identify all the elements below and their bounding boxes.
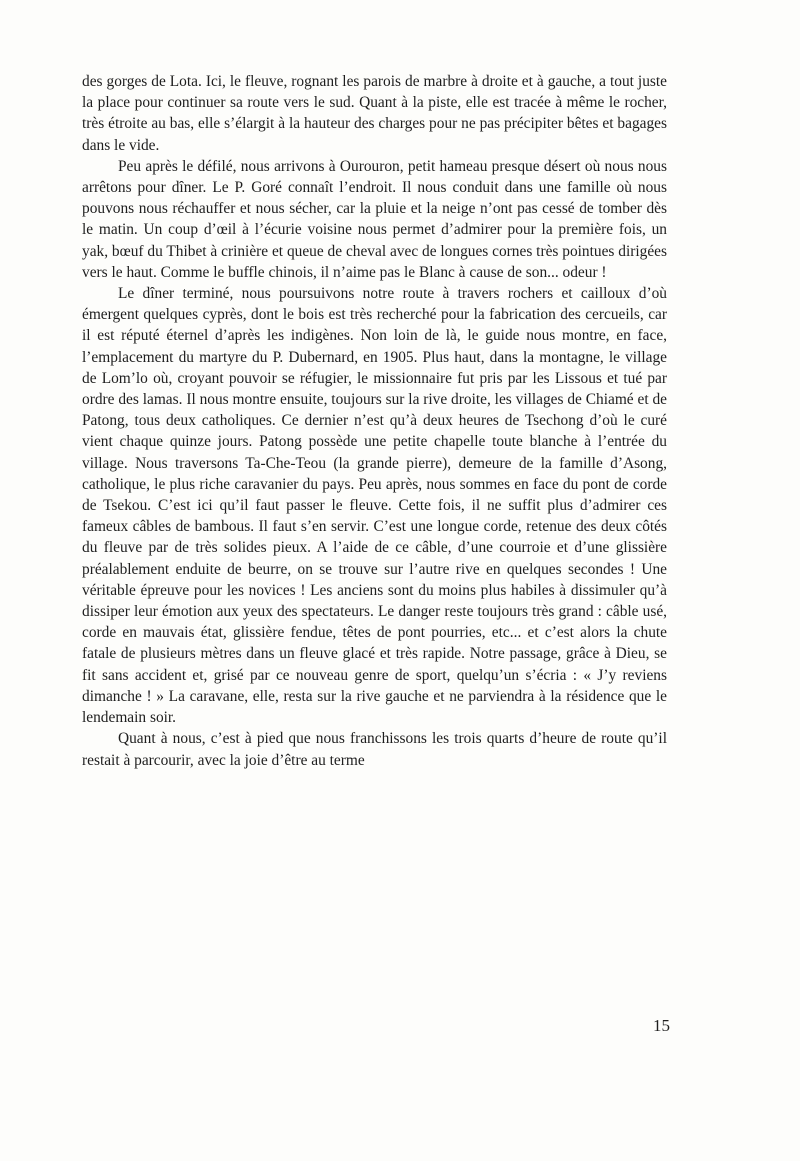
body-text (82, 71, 667, 771)
paragraph-ourouron: Peu après le défilé, nous arrivons à Ourouron, petit hameau presque désert où nous nous arrêtons pour dîner. Le P. Goré connaît l’endroit. Il nous conduit dans une famille où nous pouvons nous réchauffer et nous sécher, car la pluie et la neige n’ont pas cessé de tomber dès le matin. Un coup d’œil à l’écurie voisine nous permet d’admirer pour la première fois, un yak, bœuf du Thibet à crinière et queue de cheval avec de longues cornes très pointues dirigées vers le haut. Comme le buffle chinois, il n’aime pas le Blanc à cause de son... odeur ! (82, 157, 667, 281)
page-number: 15 (653, 1016, 670, 1035)
paragraph-pont-de-corde: Le dîner terminé, nous poursuivons notre route à travers rochers et cailloux d’où émergent quelques cyprès, dont le bois est très recherché pour la fabrication des cercueils, car il est réputé éternel d’après les indigènes. Non loin de là, le guide nous montre, en face, l’emplacement du martyre du P. Dubernard, en 1905. Plus haut, dans la montagne, le village de Lom’lo où, croyant pouvoir se réfugier, le missionnaire fut pris par les Lissous et tué par ordre des lamas. Il nous montre ensuite, toujours sur la rive droite, les villages de Chiamé et de Patong, tous deux catholiques. Ce dernier n’est qu’à deux heures de Tsechong d’où le curé vient chaque quinze jours. Patong possède une petite chapelle toute blanche à l’entrée du village. Nous traversons Ta-Che-Teou (la grande pierre), demeure de la famille d’Asong, catholique, le plus riche caravanier du pays. Peu après, nous sommes en face du pont de corde de Tsekou. C’est ici qu’il faut passer le fleuve. Cette fois, il ne suffit plus d’admirer ces fameux câbles de bambous. Il faut s’en servir. C’est une longue corde, retenue des deux côtés du fleuve par de très solides pieux. A l’aide de ce câble, d’une courroie et d’une glissière préalablement enduite de beurre, on se trouve sur l’autre rive en quelques secondes ! Une véritable épreuve pour les novices ! Les anciens sont du moins plus habiles à dissimuler qu’à dissiper leur émotion aux yeux des spectateurs. Le danger reste toujours très grand : câble usé, corde en mauvais état, glissière fendue, têtes de pont pourries, etc... et c’est alors la chute fatale de plusieurs mètres dans un fleuve glacé et très rapide. Notre passage, grâce à Dieu, se fit sans accident et, grisé par ce nouveau genre de sport, quelqu’un s’écria : « J’y reviens dimanche ! » La caravane, elle, resta sur la rive gauche et ne parviendra à la résidence que le lendemain soir. (82, 285, 667, 727)
paragraph-quant-a-nous: Quant à nous, c’est à pied que nous franchissons les trois quarts d’heure de route qu’il restait à parcourir, avec la joie d’être au terme (82, 730, 667, 769)
paragraph-gorges-de-lota: des gorges de Lota. Ici, le fleuve, rognant les parois de marbre à droite et à gauche, a tout juste la place pour continuer sa route vers le sud. Quant à la piste, elle est tracée à même le rocher, très étroite au bas, elle s’élargit à la hauteur des charges pour ne pas précipiter bêtes et bagages dans le vide. (82, 73, 667, 154)
